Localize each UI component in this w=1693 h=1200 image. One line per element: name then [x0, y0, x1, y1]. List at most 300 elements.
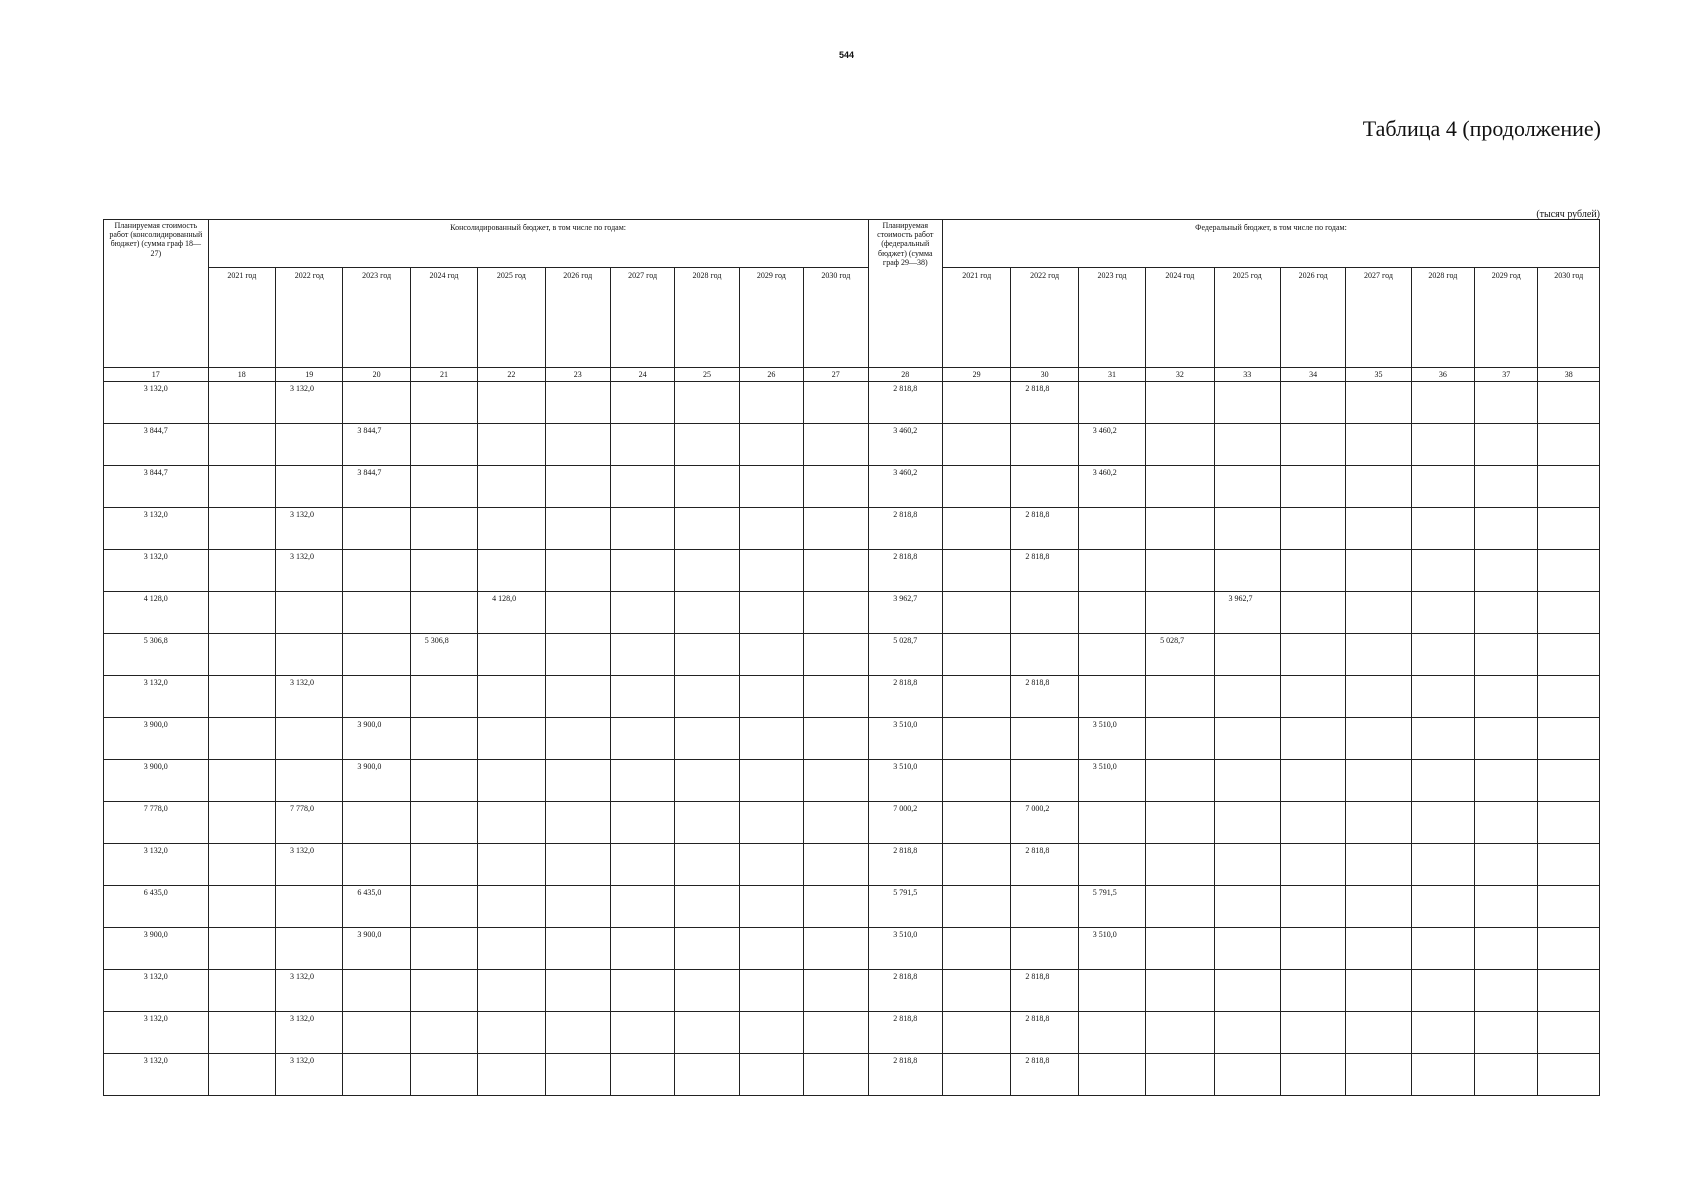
value-cell: 3 900,0: [343, 928, 410, 970]
value-cell: [1214, 802, 1280, 844]
value-cell: [1011, 634, 1078, 676]
value-cell: [1280, 928, 1345, 970]
value-cell: [1146, 760, 1214, 802]
value-cell: [1411, 928, 1474, 970]
value-cell: [1538, 928, 1600, 970]
total-cell: 3 900,0: [104, 760, 209, 802]
value-cell: [739, 508, 803, 550]
value-cell: 6 435,0: [343, 886, 410, 928]
value-cell: [1538, 592, 1600, 634]
value-cell: [478, 970, 545, 1012]
value-cell: [1078, 550, 1145, 592]
total-cell: 2 818,8: [868, 1054, 942, 1096]
column-number: 37: [1475, 368, 1538, 382]
table-row: [104, 760, 1600, 802]
value-cell: [1280, 1054, 1345, 1096]
value-cell: 3 510,0: [1078, 760, 1145, 802]
value-cell: [478, 1012, 545, 1054]
value-cell: [804, 466, 868, 508]
value-cell: [1146, 844, 1214, 886]
consolidated-year-header: 2030 год: [804, 268, 868, 368]
value-cell: 5 028,7: [1146, 634, 1214, 676]
value-cell: [1280, 844, 1345, 886]
value-cell: [1475, 1054, 1538, 1096]
value-cell: [1146, 718, 1214, 760]
value-cell: [410, 844, 477, 886]
value-cell: [1411, 718, 1474, 760]
value-cell: [804, 508, 868, 550]
federal-year-header: 2027 год: [1346, 268, 1411, 368]
value-cell: [208, 424, 275, 466]
value-cell: [1214, 1054, 1280, 1096]
value-cell: [208, 928, 275, 970]
table-row: [104, 424, 1600, 466]
value-cell: [208, 1012, 275, 1054]
value-cell: [1078, 970, 1145, 1012]
value-cell: [610, 970, 674, 1012]
federal-year-header: 2025 год: [1214, 268, 1280, 368]
value-cell: [1078, 592, 1145, 634]
value-cell: [1280, 550, 1345, 592]
value-cell: [942, 1054, 1010, 1096]
value-cell: [1280, 424, 1345, 466]
value-cell: [545, 382, 610, 424]
value-cell: [1346, 508, 1411, 550]
value-cell: [1214, 508, 1280, 550]
value-cell: [478, 760, 545, 802]
value-cell: [1011, 592, 1078, 634]
value-cell: [942, 802, 1010, 844]
federal-group-title: Федеральный бюджет, в том числе по годам:: [942, 220, 1599, 268]
value-cell: [804, 928, 868, 970]
value-cell: 3 132,0: [276, 676, 343, 718]
value-cell: 3 962,7: [1214, 592, 1280, 634]
value-cell: [410, 550, 477, 592]
value-cell: [1280, 718, 1345, 760]
value-cell: [1346, 802, 1411, 844]
value-cell: [208, 886, 275, 928]
value-cell: 3 132,0: [276, 1054, 343, 1096]
value-cell: [1538, 886, 1600, 928]
value-cell: [1214, 676, 1280, 718]
table-title: Таблица 4 (продолжение): [1362, 116, 1601, 141]
value-cell: [545, 928, 610, 970]
value-cell: [208, 802, 275, 844]
value-cell: [1146, 1012, 1214, 1054]
value-cell: [208, 718, 275, 760]
consolidated-year-header: 2028 год: [675, 268, 739, 368]
value-cell: [410, 466, 477, 508]
value-cell: [545, 550, 610, 592]
value-cell: [804, 844, 868, 886]
total-cell: 2 818,8: [868, 676, 942, 718]
value-cell: [1411, 508, 1474, 550]
value-cell: [610, 928, 674, 970]
value-cell: [804, 592, 868, 634]
value-cell: 3 132,0: [276, 550, 343, 592]
value-cell: 2 818,8: [1011, 970, 1078, 1012]
total-cell: 3 962,7: [868, 592, 942, 634]
total-cell: 3 844,7: [104, 466, 209, 508]
value-cell: [1214, 718, 1280, 760]
value-cell: [1538, 802, 1600, 844]
total-cell: 2 818,8: [868, 550, 942, 592]
value-cell: [804, 382, 868, 424]
value-cell: [1538, 382, 1600, 424]
value-cell: [1280, 760, 1345, 802]
header-group-row: [104, 220, 1600, 268]
value-cell: [739, 928, 803, 970]
value-cell: [1475, 886, 1538, 928]
column-number: 32: [1146, 368, 1214, 382]
value-cell: 2 818,8: [1011, 508, 1078, 550]
value-cell: [208, 1054, 275, 1096]
value-cell: [343, 634, 410, 676]
value-cell: [804, 1012, 868, 1054]
value-cell: [478, 676, 545, 718]
value-cell: 2 818,8: [1011, 550, 1078, 592]
value-cell: [545, 802, 610, 844]
value-cell: [675, 550, 739, 592]
total-cell: 7 778,0: [104, 802, 209, 844]
value-cell: [1346, 760, 1411, 802]
value-cell: [675, 970, 739, 1012]
value-cell: [1214, 886, 1280, 928]
total-cell: 2 818,8: [868, 844, 942, 886]
value-cell: [1538, 1054, 1600, 1096]
value-cell: 2 818,8: [1011, 1012, 1078, 1054]
value-cell: [545, 760, 610, 802]
value-cell: [610, 466, 674, 508]
value-cell: [942, 886, 1010, 928]
value-cell: [610, 424, 674, 466]
value-cell: [1078, 802, 1145, 844]
value-cell: [804, 1054, 868, 1096]
value-cell: [739, 424, 803, 466]
value-cell: [545, 676, 610, 718]
value-cell: [478, 634, 545, 676]
federal-year-header: 2028 год: [1411, 268, 1474, 368]
total-cell: 3 132,0: [104, 676, 209, 718]
value-cell: [942, 550, 1010, 592]
value-cell: [478, 1054, 545, 1096]
value-cell: [410, 928, 477, 970]
value-cell: [1078, 1054, 1145, 1096]
total-cell: 2 818,8: [868, 382, 942, 424]
value-cell: 3 460,2: [1078, 424, 1145, 466]
value-cell: [1280, 676, 1345, 718]
value-cell: [739, 1012, 803, 1054]
table-row: [104, 466, 1600, 508]
value-cell: [545, 970, 610, 1012]
value-cell: [1411, 382, 1474, 424]
consolidated-year-header: 2029 год: [739, 268, 803, 368]
value-cell: [1411, 634, 1474, 676]
column-number: 38: [1538, 368, 1600, 382]
value-cell: [1346, 970, 1411, 1012]
total-cell: 3 460,2: [868, 424, 942, 466]
value-cell: [410, 970, 477, 1012]
value-cell: [1280, 466, 1345, 508]
value-cell: [1411, 970, 1474, 1012]
value-cell: [1011, 886, 1078, 928]
value-cell: [739, 718, 803, 760]
value-cell: 5 791,5: [1078, 886, 1145, 928]
consolidated-year-header: 2021 год: [208, 268, 275, 368]
value-cell: [1280, 970, 1345, 1012]
value-cell: [942, 592, 1010, 634]
total-cell: 3 510,0: [868, 760, 942, 802]
column-number: 34: [1280, 368, 1345, 382]
value-cell: [1411, 550, 1474, 592]
consolidated-total-header: Планируемая стоимость работ (консолидированный бюджет) (сумма граф 18—27): [104, 220, 209, 368]
total-cell: 2 818,8: [868, 1012, 942, 1054]
value-cell: [276, 634, 343, 676]
value-cell: [675, 802, 739, 844]
value-cell: [942, 1012, 1010, 1054]
value-cell: [942, 970, 1010, 1012]
value-cell: [1078, 508, 1145, 550]
value-cell: 3 510,0: [1078, 718, 1145, 760]
value-cell: [208, 466, 275, 508]
value-cell: [1346, 382, 1411, 424]
total-cell: 2 818,8: [868, 970, 942, 1012]
value-cell: [1346, 1012, 1411, 1054]
value-cell: [610, 508, 674, 550]
value-cell: [1538, 1012, 1600, 1054]
table-row: [104, 508, 1600, 550]
column-number: 21: [410, 368, 477, 382]
value-cell: [208, 550, 275, 592]
value-cell: 2 818,8: [1011, 1054, 1078, 1096]
value-cell: [276, 718, 343, 760]
total-cell: 3 132,0: [104, 508, 209, 550]
column-number: 26: [739, 368, 803, 382]
consolidated-year-header: 2024 год: [410, 268, 477, 368]
value-cell: [478, 382, 545, 424]
budget-table: [103, 219, 1600, 1096]
value-cell: [276, 592, 343, 634]
value-cell: [942, 382, 1010, 424]
value-cell: [545, 844, 610, 886]
value-cell: [942, 676, 1010, 718]
value-cell: 3 132,0: [276, 844, 343, 886]
header-year-row: [104, 268, 1600, 368]
value-cell: [1146, 508, 1214, 550]
value-cell: [410, 760, 477, 802]
value-cell: [1475, 676, 1538, 718]
column-number: 25: [675, 368, 739, 382]
value-cell: [610, 802, 674, 844]
value-cell: [1346, 886, 1411, 928]
value-cell: [1011, 424, 1078, 466]
value-cell: [343, 970, 410, 1012]
value-cell: [1411, 1012, 1474, 1054]
table-row: [104, 886, 1600, 928]
value-cell: [276, 760, 343, 802]
table-row: [104, 1054, 1600, 1096]
table-row: [104, 676, 1600, 718]
value-cell: [1538, 466, 1600, 508]
value-cell: [1411, 676, 1474, 718]
value-cell: [478, 886, 545, 928]
total-cell: 7 000,2: [868, 802, 942, 844]
value-cell: [1214, 550, 1280, 592]
value-cell: [610, 382, 674, 424]
value-cell: [1146, 886, 1214, 928]
value-cell: [675, 760, 739, 802]
value-cell: [208, 592, 275, 634]
value-cell: [739, 466, 803, 508]
value-cell: [610, 760, 674, 802]
value-cell: 7 778,0: [276, 802, 343, 844]
value-cell: [610, 718, 674, 760]
value-cell: 5 306,8: [410, 634, 477, 676]
value-cell: [1011, 760, 1078, 802]
value-cell: [208, 844, 275, 886]
value-cell: [545, 886, 610, 928]
column-number: 20: [343, 368, 410, 382]
value-cell: [1346, 928, 1411, 970]
value-cell: [1411, 466, 1474, 508]
value-cell: [1280, 886, 1345, 928]
value-cell: [1146, 592, 1214, 634]
value-cell: [804, 886, 868, 928]
value-cell: [1475, 424, 1538, 466]
value-cell: [410, 676, 477, 718]
value-cell: [478, 718, 545, 760]
value-cell: [1214, 1012, 1280, 1054]
value-cell: 3 510,0: [1078, 928, 1145, 970]
table-row: [104, 550, 1600, 592]
column-number: 36: [1411, 368, 1474, 382]
value-cell: [1346, 844, 1411, 886]
value-cell: 3 132,0: [276, 1012, 343, 1054]
value-cell: [410, 802, 477, 844]
value-cell: 3 900,0: [343, 760, 410, 802]
value-cell: [478, 424, 545, 466]
value-cell: [208, 970, 275, 1012]
total-cell: 2 818,8: [868, 508, 942, 550]
value-cell: 3 132,0: [276, 382, 343, 424]
value-cell: [1411, 844, 1474, 886]
value-cell: [1280, 634, 1345, 676]
table-body: [104, 382, 1600, 1096]
value-cell: [410, 1054, 477, 1096]
value-cell: [343, 844, 410, 886]
federal-year-header: 2030 год: [1538, 268, 1600, 368]
value-cell: [610, 676, 674, 718]
value-cell: [545, 466, 610, 508]
value-cell: [410, 1012, 477, 1054]
value-cell: [1475, 802, 1538, 844]
value-cell: [410, 508, 477, 550]
value-cell: [675, 928, 739, 970]
value-cell: [478, 466, 545, 508]
value-cell: [1214, 760, 1280, 802]
consolidated-year-header: 2022 год: [276, 268, 343, 368]
value-cell: [545, 634, 610, 676]
value-cell: [739, 886, 803, 928]
value-cell: [545, 1012, 610, 1054]
federal-year-header: 2026 год: [1280, 268, 1345, 368]
value-cell: [610, 1012, 674, 1054]
column-number: 29: [942, 368, 1010, 382]
value-cell: [545, 508, 610, 550]
value-cell: [1475, 844, 1538, 886]
consolidated-year-header: 2025 год: [478, 268, 545, 368]
total-cell: 3 132,0: [104, 844, 209, 886]
value-cell: [675, 382, 739, 424]
value-cell: [675, 1012, 739, 1054]
value-cell: [739, 634, 803, 676]
value-cell: 2 818,8: [1011, 844, 1078, 886]
value-cell: [1475, 1012, 1538, 1054]
consolidated-group-title: Консолидированный бюджет, в том числе по годам:: [208, 220, 868, 268]
value-cell: [1538, 760, 1600, 802]
total-cell: 5 306,8: [104, 634, 209, 676]
federal-year-header: 2023 год: [1078, 268, 1145, 368]
table-row: [104, 718, 1600, 760]
value-cell: [1475, 718, 1538, 760]
total-cell: 3 844,7: [104, 424, 209, 466]
value-cell: [410, 592, 477, 634]
value-cell: [739, 844, 803, 886]
value-cell: [1078, 844, 1145, 886]
federal-year-header: 2024 год: [1146, 268, 1214, 368]
value-cell: [1146, 802, 1214, 844]
value-cell: [1146, 1054, 1214, 1096]
value-cell: [1475, 592, 1538, 634]
federal-total-header: Планируемая стоимость работ (федеральный бюджет) (сумма граф 29—38): [868, 220, 942, 368]
value-cell: [1280, 592, 1345, 634]
value-cell: 2 818,8: [1011, 676, 1078, 718]
consolidated-year-header: 2027 год: [610, 268, 674, 368]
value-cell: [1475, 928, 1538, 970]
total-cell: 4 128,0: [104, 592, 209, 634]
value-cell: [343, 550, 410, 592]
value-cell: [1146, 424, 1214, 466]
value-cell: [804, 424, 868, 466]
value-cell: [1411, 802, 1474, 844]
value-cell: [410, 718, 477, 760]
table-row: [104, 382, 1600, 424]
value-cell: [1146, 466, 1214, 508]
value-cell: [208, 382, 275, 424]
value-cell: [739, 1054, 803, 1096]
value-cell: [804, 676, 868, 718]
value-cell: [942, 508, 1010, 550]
value-cell: [1411, 592, 1474, 634]
value-cell: [1475, 970, 1538, 1012]
value-cell: [1411, 760, 1474, 802]
column-number: 31: [1078, 368, 1145, 382]
total-cell: 3 132,0: [104, 382, 209, 424]
units-label: (тысяч рублей): [1536, 209, 1600, 220]
value-cell: [1011, 928, 1078, 970]
consolidated-year-header: 2026 год: [545, 268, 610, 368]
value-cell: [545, 424, 610, 466]
value-cell: [739, 550, 803, 592]
total-cell: 5 791,5: [868, 886, 942, 928]
value-cell: [1475, 634, 1538, 676]
value-cell: [276, 466, 343, 508]
value-cell: [343, 508, 410, 550]
value-cell: [276, 886, 343, 928]
value-cell: [942, 466, 1010, 508]
value-cell: [675, 718, 739, 760]
table-row: [104, 802, 1600, 844]
